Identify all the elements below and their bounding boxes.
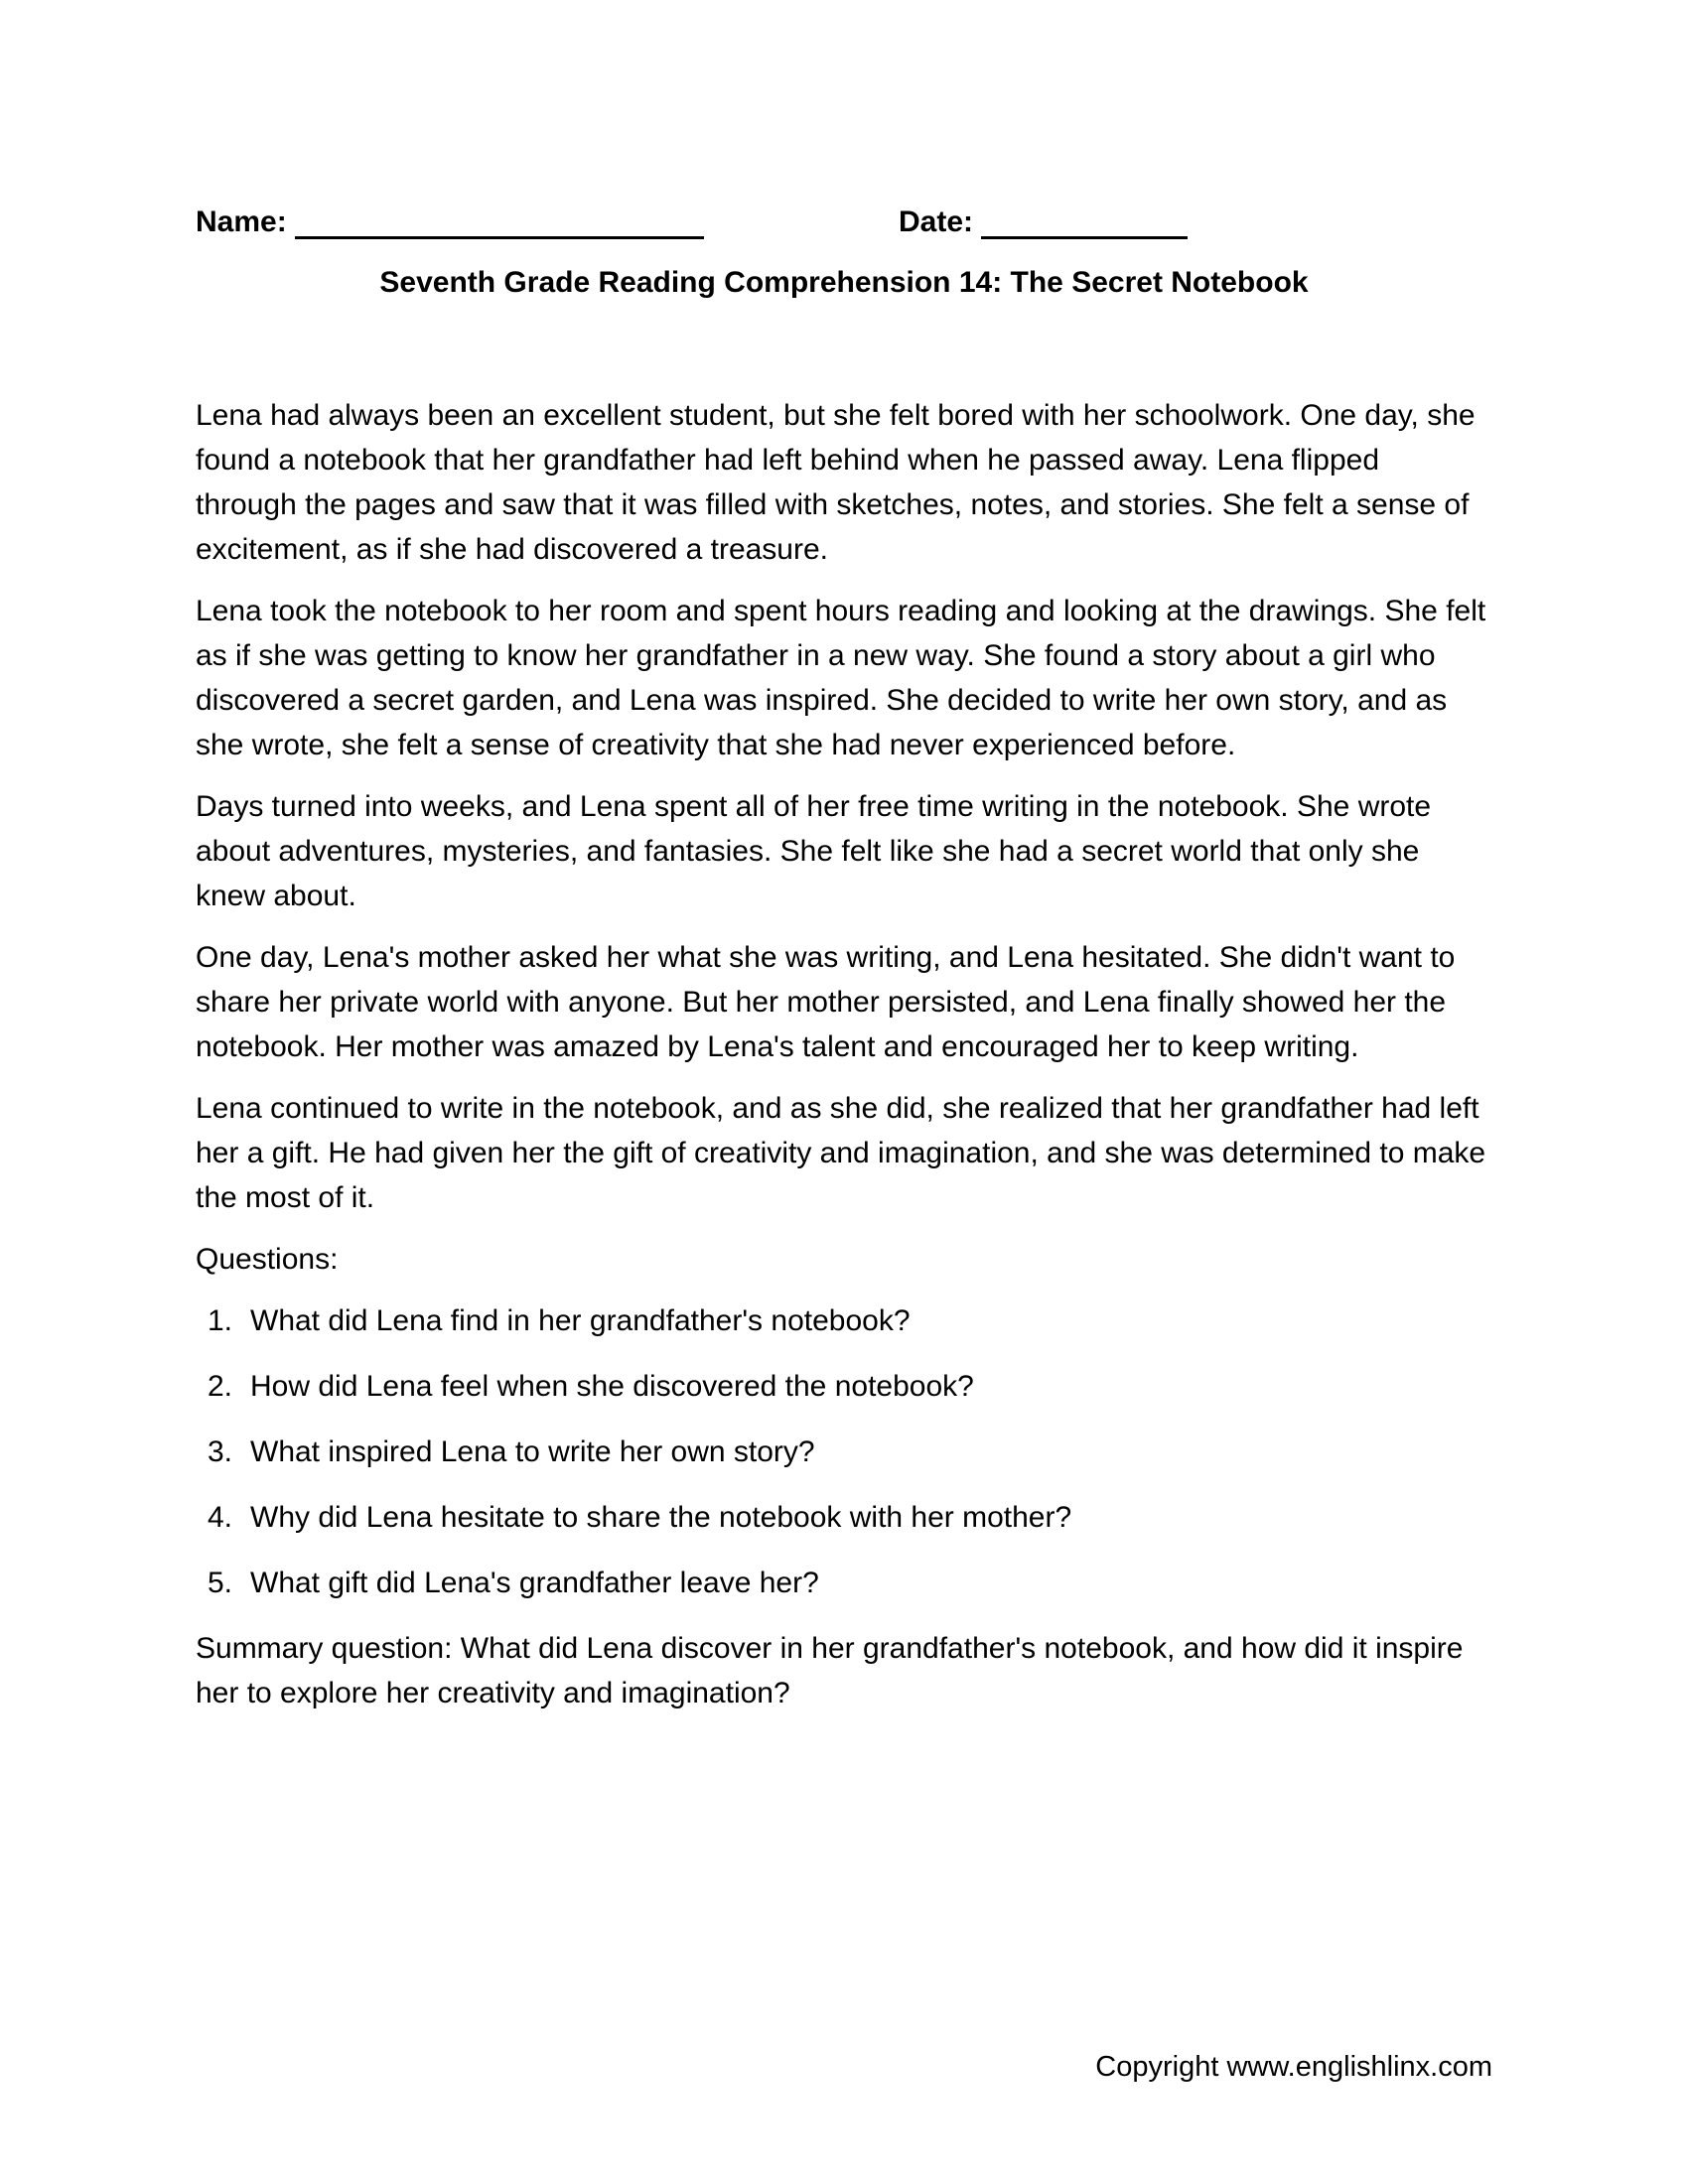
question-number: 2. [208,1370,233,1403]
question-number: 4. [208,1501,233,1534]
question-number: 1. [208,1304,233,1337]
question-text: Why did Lena hesitate to share the notebook with her mother? [250,1501,1072,1534]
worksheet-body [196,393,1486,1715]
question-text: What did Lena find in her grandfather's notebook? [250,1304,911,1337]
name-blank-line [295,204,704,239]
passage-paragraph-5: Lena continued to write in the notebook, and as she did, she realized that her grandfather had left her a gift. He had given her the gift of creativity and imagination, and she was determined to make the most of it. [196,1092,1486,1214]
name-field [196,204,704,239]
question-list [196,1298,1486,1605]
worksheet-title: Seventh Grade Reading Comprehension 14: The Secret Notebook [379,266,1309,299]
question-number: 5. [208,1567,233,1599]
question-text: How did Lena feel when she discovered the notebook? [250,1370,974,1403]
question-number: 3. [208,1435,233,1468]
copyright-text: Copyright www.englishlinx.com [1095,2051,1492,2083]
date-blank-line [981,204,1188,239]
questions-heading: Questions: [196,1243,339,1276]
question-item [196,1495,1486,1540]
passage-paragraph-3: Days turned into weeks, and Lena spent all of her free time writing in the notebook. She wrote about adventures, mysteries, and fantasies. She felt like she had a secret world that only she knew about. [196,790,1432,912]
question-item [196,1364,1486,1409]
question-item [196,1561,1486,1605]
passage-paragraph-4: One day, Lena's mother asked her what she was writing, and Lena hesitated. She didn't want to share her private world with anyone. But her mother persisted, and Lena finally showed her the notebook. Her mother was amazed by Lena's talent and encouraged her to keep writing. [196,941,1456,1063]
summary-question: Summary question: What did Lena discover in her grandfather's notebook, and how did it inspire her to explore her creativity and imagination? [196,1632,1464,1709]
passage-paragraph-2: Lena took the notebook to her room and spent hours reading and looking at the drawings. She felt as if she was getting to know her grandfather in a new way. She found a story about a girl who discovered a secret garden, and Lena was inspired. She decided to write her own story, and as she wrote, she felt a sense of creativity that she had never experienced before. [196,595,1486,761]
question-item [196,1298,1486,1343]
question-text: What gift did Lena's grandfather leave her? [250,1567,819,1599]
passage-paragraph-1: Lena had always been an excellent student, but she felt bored with her schoolwork. One day, she found a notebook that her grandfather had left behind when he passed away. Lena flipped through the pages and saw that it was filled with sketches, notes, and stories. She felt a sense of excitement, as if she had discovered a treasure. [196,399,1476,566]
question-text: What inspired Lena to write her own story? [250,1435,815,1468]
question-item [196,1430,1486,1474]
date-field [899,204,1188,239]
date-label: Date: [899,205,974,238]
header-row [196,204,1492,253]
name-label: Name: [196,205,287,238]
